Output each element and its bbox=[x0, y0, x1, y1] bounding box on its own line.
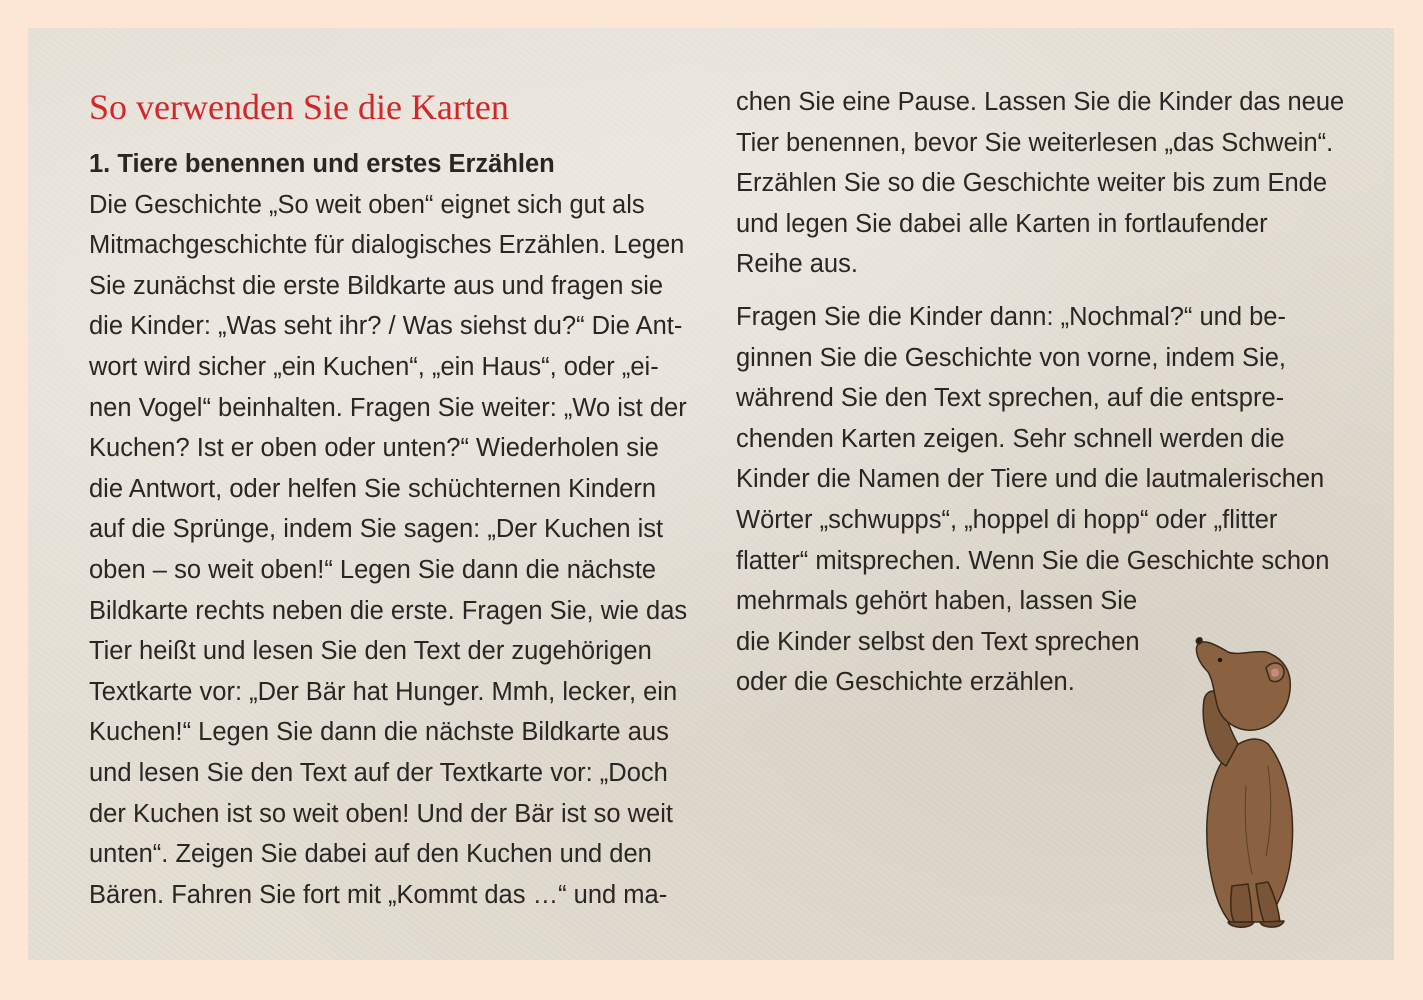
text-line: Kinder die Namen der Tiere und die lautmalerischen bbox=[736, 465, 1325, 494]
bear-illustration bbox=[1168, 616, 1318, 936]
text-line: mehrmals gehört haben, lassen Sie bbox=[736, 587, 1138, 616]
text-line: chenden Karten zeigen. Sehr schnell werden die bbox=[736, 424, 1285, 453]
text-line: und lesen Sie den Text auf der Textkarte vor: „Doch bbox=[89, 758, 668, 787]
text-line: Bildkarte rechts neben die erste. Fragen Sie, wie das bbox=[89, 596, 688, 625]
text-line: Mitmachgeschichte für dialogisches Erzählen. Legen bbox=[89, 231, 685, 260]
text-line: Tier benennen, bevor Sie weiterlesen „das Schwein“. bbox=[736, 128, 1334, 157]
instruction-card bbox=[28, 28, 1394, 960]
text-line: Erzählen Sie so die Geschichte weiter bis zum Ende bbox=[736, 169, 1328, 198]
text-line: flatter“ mitsprechen. Wenn Sie die Geschichte schon bbox=[736, 546, 1330, 575]
text-line: Reihe aus. bbox=[736, 250, 858, 279]
text-line: die Kinder selbst den Text sprechen bbox=[736, 627, 1140, 656]
text-line: und legen Sie dabei alle Karten in fortlaufender bbox=[736, 209, 1268, 238]
text-line: Wörter „schwupps“, „hoppel di hopp“ oder „flitter bbox=[736, 505, 1278, 534]
text-line: Sie zunächst die erste Bildkarte aus und fragen sie bbox=[89, 271, 664, 300]
text-line: Kuchen!“ Legen Sie dann die nächste Bildkarte aus bbox=[89, 718, 669, 747]
right-column bbox=[736, 82, 1344, 703]
text-line: Bären. Fahren Sie fort mit „Kommt das …“ und ma- bbox=[89, 880, 668, 909]
text-line: wort wird sicher „ein Kuchen“, „ein Haus“, oder „ei- bbox=[89, 352, 659, 381]
text-line: auf die Sprünge, indem Sie sagen: „Der Kuchen ist bbox=[89, 515, 664, 544]
left-column bbox=[89, 144, 687, 915]
text-line: der Kuchen ist so weit oben! Und der Bär ist so weit bbox=[89, 799, 673, 828]
text-line: Kuchen? Ist er oben oder unten?“ Wiederholen sie bbox=[89, 434, 659, 463]
text-line: oben – so weit oben!“ Legen Sie dann die nächste bbox=[89, 555, 657, 584]
text-line: die Antwort, oder helfen Sie schüchternen Kindern bbox=[89, 474, 657, 503]
text-line: oder die Geschichte erzählen. bbox=[736, 668, 1075, 697]
card-heading: So verwenden Sie die Karten bbox=[89, 87, 509, 127]
text-line: Die Geschichte „So weit oben“ eignet sich gut als bbox=[89, 190, 645, 219]
paragraph-1 bbox=[736, 82, 1344, 285]
text-line: Tier heißt und lesen Sie den Text der zugehörigen bbox=[89, 637, 652, 666]
section-subheading: 1. Tiere benennen und erstes Erzählen bbox=[89, 150, 555, 178]
text-line: Fragen Sie die Kinder dann: „Nochmal?“ und be- bbox=[736, 302, 1286, 331]
text-line: während Sie den Text sprechen, auf die entspre- bbox=[736, 384, 1285, 413]
text-line: die Kinder: „Was seht ihr? / Was siehst du?“ Die Ant- bbox=[89, 312, 683, 341]
text-line: nen Vogel“ beinhalten. Fragen Sie weiter: „Wo ist der bbox=[89, 393, 687, 422]
text-line: ginnen Sie die Geschichte von vorne, indem Sie, bbox=[736, 343, 1286, 372]
paragraph-gap bbox=[736, 285, 1344, 297]
text-line: chen Sie eine Pause. Lassen Sie die Kinder das neue bbox=[736, 88, 1345, 116]
text-line: unten“. Zeigen Sie dabei auf den Kuchen und den bbox=[89, 840, 652, 869]
text-line: Textkarte vor: „Der Bär hat Hunger. Mmh, lecker, ein bbox=[89, 677, 678, 706]
